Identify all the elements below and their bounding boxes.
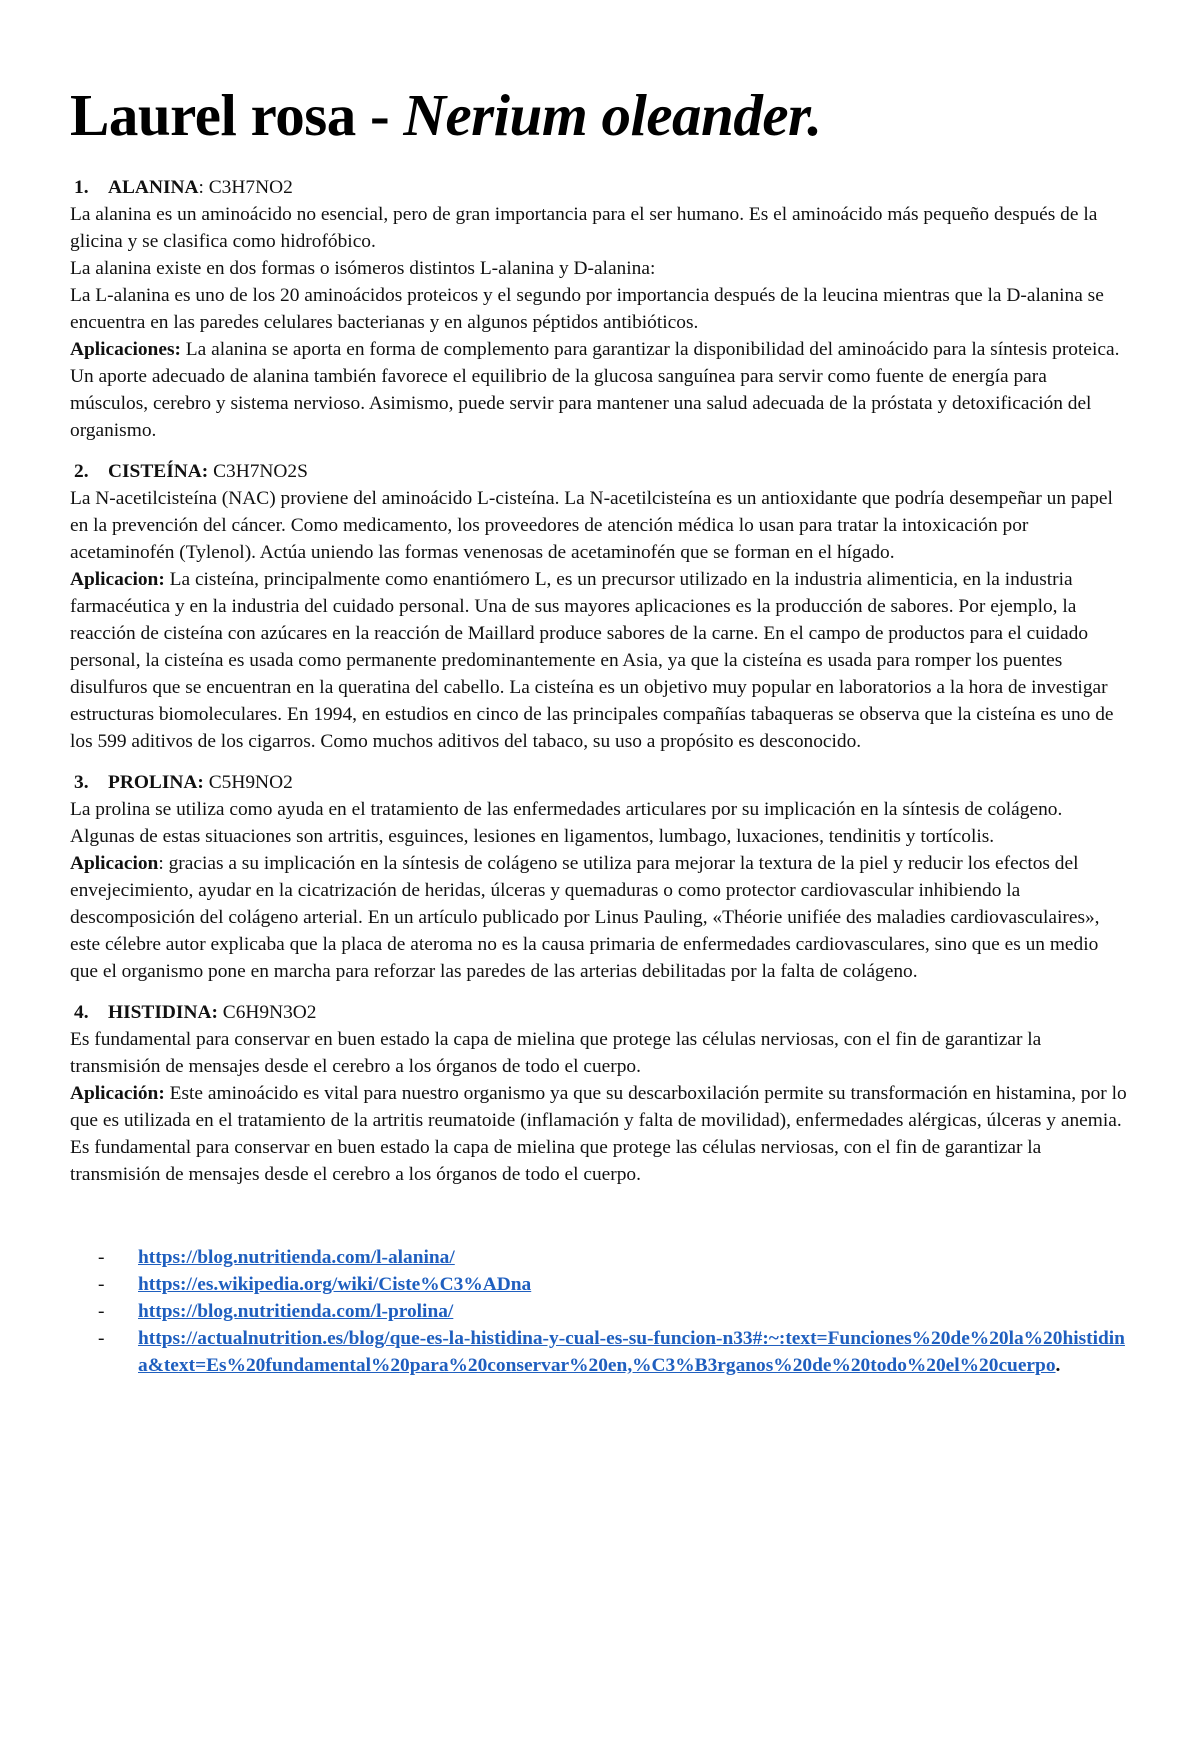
chemical-formula: C3H7NO2 — [208, 177, 293, 198]
list-bullet: - — [98, 1328, 105, 1349]
amino-acid-name: PROLINA: — [108, 772, 204, 793]
heading-separator: : — [198, 177, 209, 198]
references-list — [70, 1244, 1128, 1379]
reference-item — [98, 1298, 1128, 1325]
amino-acid-name: ALANINA — [108, 177, 199, 198]
reference-item — [98, 1325, 1128, 1379]
reference-link[interactable]: https://blog.nutritienda.com/l-alanina/ — [138, 1247, 455, 1268]
reference-item — [98, 1271, 1128, 1298]
paragraph — [70, 282, 1128, 336]
chemical-formula: C3H7NO2S — [213, 461, 308, 482]
amino-acid-name: HISTIDINA: — [108, 1002, 218, 1023]
paragraph-label: Aplicacion: — [70, 569, 165, 590]
reference-item — [98, 1244, 1128, 1271]
paragraph-text: Este aminoácido es vital para nuestro organismo ya que su descarboxilación permite su transformación en histamina, por lo que es utilizada en el tratamiento de la artritis reumatoide (inflamación y falta de movilidad), enfermedades alérgicas, úlceras y anemia. Es fundamental para conservar en buen estado la capa de mielina que protege las células nerviosas, con el fin de garantizar la transmisión de mensajes desde el cerebro a los órganos de todo el cuerpo. — [70, 1083, 1127, 1185]
paragraph-text: La L-alanina es uno de los 20 aminoácidos proteicos y el segundo por importancia después de la leucina mientras que la D-alanina se encuentra en las paredes celulares bacterianas y en algunos péptidos antibióticos. — [70, 285, 1104, 333]
paragraph — [70, 255, 1128, 282]
paragraph-text: La N-acetilcisteína (NAC) proviene del aminoácido L-cisteína. La N-acetilcisteína es un antioxidante que podría desempeñar un papel en la prevención del cáncer. Como medicamento, los proveedores de atención médica lo usan para tratar la intoxicación por acetaminofén (Tylenol). Actúa uniendo las formas venenosas de acetaminofén que se forman en el hígado. — [70, 488, 1113, 563]
section-heading — [70, 174, 1128, 201]
list-bullet: - — [98, 1247, 105, 1268]
section-number: 3. — [74, 772, 89, 793]
reference-link[interactable]: https://es.wikipedia.org/wiki/Ciste%C3%ADna — [138, 1274, 532, 1295]
list-bullet: - — [98, 1274, 105, 1295]
section-number: 4. — [74, 1002, 89, 1023]
section-number: 2. — [74, 461, 89, 482]
paragraph — [70, 796, 1128, 850]
reference-tail: . — [1055, 1355, 1061, 1376]
paragraph-label: Aplicaciones: — [70, 339, 181, 360]
chemical-formula: C5H9NO2 — [208, 772, 293, 793]
document-title — [70, 74, 1128, 156]
applications-paragraph — [70, 1080, 1128, 1188]
paragraph — [70, 201, 1128, 255]
title-common-name: Laurel rosa - — [70, 82, 404, 148]
chemical-formula: C6H9N3O2 — [222, 1002, 317, 1023]
document-page — [70, 74, 1128, 1379]
paragraph-text: La prolina se utiliza como ayuda en el tratamiento de las enfermedades articulares por su implicación en la síntesis de colágeno. Algunas de estas situaciones son artritis, esguinces, lesiones en ligamentos, lumbago, luxaciones, tendinitis y tortícolis. — [70, 799, 1063, 847]
paragraph-text: La alanina es un aminoácido no esencial, pero de gran importancia para el ser humano. Es el aminoácido más pequeño después de la glicina y se clasifica como hidrofóbico. — [70, 204, 1098, 252]
section-cisteina — [70, 458, 1128, 755]
paragraph-label: Aplicación: — [70, 1083, 165, 1104]
paragraph-label: Aplicacion — [70, 853, 159, 874]
paragraph — [70, 1026, 1128, 1080]
applications-paragraph — [70, 336, 1128, 444]
section-number: 1. — [74, 177, 89, 198]
paragraph-text: Es fundamental para conservar en buen estado la capa de mielina que protege las células nerviosas, con el fin de garantizar la transmisión de mensajes desde el cerebro a los órganos de todo el cuerpo. — [70, 1029, 1042, 1077]
paragraph-text: La cisteína, principalmente como enantiómero L, es un precursor utilizado en la industria alimenticia, en la industria farmacéutica y en la industria del cuidado personal. Una de sus mayores aplicaciones es la producción de sabores. Por ejemplo, la reacción de cisteína con azúcares en la reacción de Maillard produce sabores de la carne. En el campo de productos para el cuidado personal, la cisteína es usada como permanente predominantemente en Asia, ya que la cisteína es usada para romper los puentes disulfuros que se encuentran en la queratina del cabello. La cisteína es un objetivo muy popular en laboratorios a la hora de investigar estructuras biomoleculares. En 1994, en estudios en cinco de las principales compañías tabaqueras se observa que la cisteína es uno de los 599 aditivos de los cigarros. Como muchos aditivos del tabaco, su uso a propósito es desconocido. — [70, 569, 1114, 752]
section-alanina — [70, 174, 1128, 444]
reference-link[interactable]: https://blog.nutritienda.com/l-prolina/ — [138, 1301, 454, 1322]
section-histidina — [70, 999, 1128, 1188]
reference-link[interactable]: https://actualnutrition.es/blog/que-es-la-histidina-y-cual-es-su-funcion-n33#:~:text=Funciones%20de%20la%20histidina&text=Es%20fundamental%20para%20conservar%20en,%C3%B3rganos%20de%20todo%20el%20cuerpo — [138, 1328, 1125, 1376]
applications-paragraph — [70, 850, 1128, 985]
section-heading — [70, 999, 1128, 1026]
paragraph-text: : gracias a su implicación en la síntesis de colágeno se utiliza para mejorar la textura de la piel y reducir los efectos del envejecimiento, ayudar en la cicatrización de heridas, úlceras y quemaduras o como protector cardiovascular inhibiendo la descomposición del colágeno arterial. En un artículo publicado por Linus Pauling, «Théorie unifiée des maladies cardiovasculaires», este célebre autor explicaba que la placa de ateroma no es la causa primaria de enfermedades cardiovasculares, sino que es un medio que el organismo pone en marcha para reforzar las paredes de las arterias debilitadas por la falta de colágeno. — [70, 853, 1100, 982]
list-bullet: - — [98, 1301, 105, 1322]
paragraph — [70, 485, 1128, 566]
paragraph-text: La alanina se aporta en forma de complemento para garantizar la disponibilidad del aminoácido para la síntesis proteica. Un aporte adecuado de alanina también favorece el equilibrio de la glucosa sanguínea para servir como fuente de energía para músculos, cerebro y sistema nervioso. Asimismo, puede servir para mantener una salud adecuada de la próstata y detoxificación del organismo. — [70, 339, 1120, 441]
section-prolina — [70, 769, 1128, 985]
section-heading — [70, 769, 1128, 796]
section-heading — [70, 458, 1128, 485]
amino-acid-name: CISTEÍNA: — [108, 461, 209, 482]
paragraph-text: La alanina existe en dos formas o isómeros distintos L-alanina y D-alanina: — [70, 258, 656, 279]
applications-paragraph — [70, 566, 1128, 755]
title-scientific-name: Nerium oleander. — [403, 82, 822, 148]
